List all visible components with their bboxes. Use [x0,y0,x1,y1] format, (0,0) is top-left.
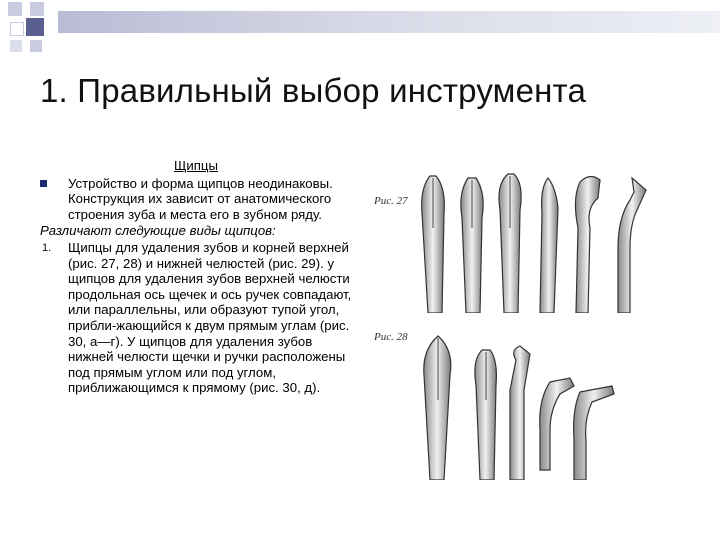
text-column [40,158,352,396]
numbered-item [40,240,352,396]
forceps-icon [475,350,497,480]
section-heading: Щипцы [174,158,218,173]
decor-square-1 [8,2,22,16]
decor-square-5 [30,40,42,52]
forceps-icon [499,174,521,313]
forceps-icon [540,378,574,470]
forceps-icon [575,176,600,313]
decor-square-3 [26,18,44,36]
fig27-forceps-illustration [400,168,720,313]
decor-square-4 [10,22,24,36]
decor-square-2 [30,2,44,16]
item-text: Щипцы для удаления зубов и корней верхней (рис. 27, 28) и нижней челюстей (рис. 29). у щипцов для удаления зубов верхней челюсти продольная ось щечек и ось ручек совпадают, или параллельны, или образуют тупой угол, прибли-жающийся к двум прямым углам (рис. 30, а—г). У щипцов для удаления зубов нижней челюсти щечки и ручки расположены под прямым углом или под углом, приближающимся к прямому (рис. 30, д). [68,239,352,396]
header-gradient-bar [58,11,720,33]
fig27-caption: Рис. 27 [374,195,408,207]
item-number: 1. [42,241,52,254]
bullet-square-icon [40,180,47,187]
forceps-icon [574,386,614,480]
bullet-text: Устройство и форма щипцов неодинаковы. Конструкция их зависит от анатомического строения зуба и места его в зубном ряду. [68,175,333,222]
forceps-icon [424,336,451,480]
fig28-forceps-illustration [400,330,680,480]
decor-square-6 [10,40,22,52]
forceps-icon [540,178,558,313]
forceps-icon [422,176,445,313]
forceps-icon [510,346,530,480]
bullet-paragraph [40,176,352,223]
forceps-icon [461,178,483,313]
forceps-icon [618,178,646,313]
slide-title: 1. Правильный выбор инструмента [40,72,587,109]
intro-paragraph: Различают следующие виды щипцов: [40,223,276,239]
fig28-caption: Рис. 28 [374,331,408,343]
